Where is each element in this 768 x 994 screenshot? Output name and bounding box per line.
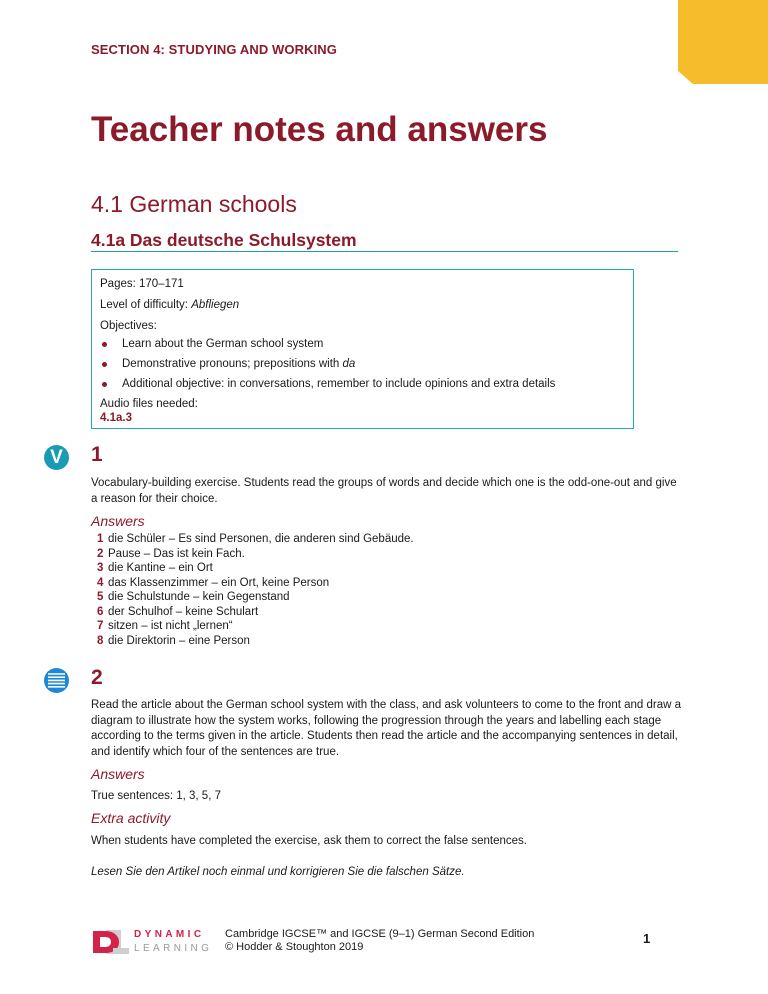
answer-item: 6 der Schulhof – keine Schulart: [97, 605, 259, 618]
objectives-list: [100, 337, 625, 391]
objective-item: Additional objective: in conversations, remember to include opinions and extra details: [100, 377, 625, 391]
exercise-number: 1: [91, 443, 103, 466]
extra-activity-heading: Extra activity: [91, 810, 171, 826]
audio-files-label: Audio files needed:: [100, 398, 198, 410]
page-title: Teacher notes and answers: [91, 110, 548, 149]
copyright: © Hodder & Stoughton 2019: [225, 941, 364, 953]
section-label: SECTION 4: STUDYING AND WORKING: [91, 42, 338, 57]
answer-item: 8 die Direktorin – eine Person: [97, 634, 250, 647]
audio-file-link[interactable]: 4.1a.3: [100, 412, 132, 424]
exercise-description: Vocabulary-building exercise. Students read the groups of words and decide which one is the odd-one-out and give a reason for their choice.: [91, 477, 677, 505]
answer-item: 3 die Kantine – ein Ort: [97, 562, 213, 574]
answers-list: [97, 532, 414, 648]
answer-text: True sentences: 1, 3, 5, 7: [91, 790, 221, 802]
answer-item: 7 sitzen – ist nicht „lernen“: [97, 620, 233, 632]
exercise-number: 2: [91, 666, 103, 689]
objective-item: Demonstrative pronouns; prepositions with da: [100, 357, 625, 371]
footer-credits: [225, 928, 534, 954]
lesson-info-box: [91, 269, 634, 429]
lesson-divider: [91, 251, 678, 252]
page-number: 1: [643, 931, 651, 946]
answer-item: 4 das Klassenzimmer – ein Ort, keine Person: [97, 576, 330, 589]
dynamic-learning-logo-text: DYNAMIC LEARNING: [134, 929, 213, 954]
lesson-title: 4.1a Das deutsche Schulsystem: [91, 230, 357, 250]
dynamic-learning-logo-icon: [93, 928, 129, 956]
difficulty-label: Level of difficulty:: [100, 299, 192, 311]
answer-item: 1 die Schüler – Es sind Personen, die anderen sind Gebäude.: [97, 533, 414, 545]
objectives-label: Objectives:: [100, 320, 157, 332]
difficulty-info: [100, 298, 625, 312]
pages-info: Pages: 170–171: [100, 278, 184, 290]
book-title: Cambridge IGCSE™ and IGCSE (9–1) German Second Edition: [225, 928, 535, 940]
difficulty-value: Abfliegen: [191, 299, 240, 311]
reading-icon: [44, 668, 69, 693]
extra-activity-text: When students have completed the exercise, ask them to correct the false sentences.: [91, 835, 527, 847]
extra-activity-instruction: Lesen Sie den Artikel noch einmal und korrigieren Sie die falschen Sätze.: [91, 866, 465, 878]
exercise-description: Read the article about the German school system with the class, and ask volunteers to come to the front and draw a diagram to illustrate how the system works, following the progression through the years and labelling each stage according to the terms given in the article. Students then read the article and the accompanying sentences in detail, and identify which four of the sentences are true.: [91, 699, 682, 758]
answers-heading: Answers: [91, 513, 145, 529]
unit-title: 4.1 German schools: [91, 191, 297, 217]
answer-item: 2 Pause – Das ist kein Fach.: [97, 547, 245, 560]
section-corner-tab: [678, 0, 768, 84]
vocabulary-icon: V: [44, 445, 69, 470]
objective-item: Learn about the German school system: [100, 337, 625, 351]
answers-heading: Answers: [91, 766, 145, 782]
answer-item: 5 die Schulstunde – kein Gegenstand: [97, 591, 290, 603]
